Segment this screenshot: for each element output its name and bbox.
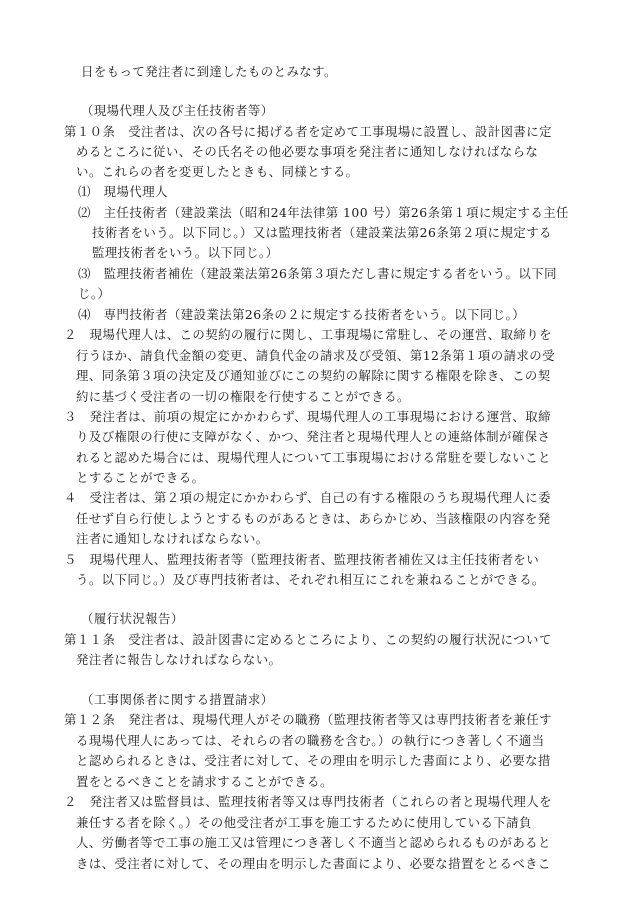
paragraph-first-line: ２ 発注者又は監督員は、監理技術者等又は専門技術者（これらの者と現場代理人を — [64, 794, 552, 809]
text-line: 兼任する者を除く。）その他受注者が工事を施工するために使用している下請負 — [76, 815, 532, 830]
text-line: 任せず自ら行使しようとするものがあるときは、あらかじめ、当該権限の内容を発 — [76, 511, 551, 526]
list-item: ⑴ 現場代理人 — [78, 184, 168, 199]
text-line: 技術者をいう。以下同じ。）又は監理技術者（建設業法第26条第２項に規定する — [92, 225, 552, 240]
text-line: る現場代理人にあっては、それらの者の職務を含む。）の執行につき著しく不適当 — [76, 733, 545, 748]
text-line: う。以下同じ。）及び専門技術者は、それぞれ相互にこれを兼ねることができる。 — [76, 572, 545, 587]
article-first-line: 第１２条 発注者は、現場代理人がその職務（監理技術者等又は専門技術者を兼任す — [64, 712, 552, 727]
text-line: れると認めた場合には、現場代理人について工事現場における常駐を要しないこと — [76, 450, 551, 465]
text-line: り及び権限の行使に支障がなく、かつ、発注者と現場代理人との連絡体制が確保さ — [76, 429, 551, 444]
paragraph-first-line: ４ 受注者は、第２項の規定にかかわらず、自己の有する権限のうち現場代理人に委 — [64, 490, 551, 505]
section-heading: （履行状況報告） — [81, 611, 184, 626]
text-line: 理、同条第３項の決定及び通知並びにこの契約の解除に関する権限を除き、この契 — [76, 368, 551, 383]
text-line: い。これらの者を変更したときも、同様とする。 — [76, 164, 359, 179]
text-line: 置をとるべきことを請求することができる。 — [76, 774, 333, 789]
section-heading: （工事関係者に関する措置請求） — [81, 692, 274, 707]
text-line: めるところに従い、その氏名その他必要な事項を発注者に通知しなければならな — [76, 144, 539, 159]
text-line: 約に基づく受注者の一切の権限を行使することができる。 — [76, 389, 410, 404]
article-first-line: 第１１条 受注者は、設計図書に定めるところにより、この契約の履行状況について — [64, 632, 552, 647]
text-line: 注者に通知しなければならない。 — [76, 531, 269, 546]
text-line: 日をもって発注者に到達したものとみなす。 — [81, 64, 337, 79]
text-line: きは、受注者に対して、その理由を明示した書面により、必要な措置をとるべきこ — [76, 856, 551, 871]
text-line: じ。） — [78, 286, 111, 301]
text-line: 行うほか、請負代金額の変更、請負代金の請求及び受領、第12条第１項の請求の受 — [76, 348, 555, 363]
list-item: ⑶ 監理技術者補佐（建設業法第26条第３項ただし書に規定する者をいう。以下同 — [78, 266, 557, 281]
paragraph-first-line: ５ 現場代理人、監理技術者等（監理技術者、監理技術者補佐又は主任技術者をい — [64, 552, 540, 567]
list-item: ⑵ 主任技術者（建設業法（昭和24年法律第 100 号）第26条第１項に規定する主任 — [78, 205, 569, 220]
section-heading: （現場代理人及び主任技術者等） — [81, 103, 274, 118]
text-line: 人、労働者等で工事の施工又は管理につき著しく不適当と認められるものがあると — [76, 835, 551, 850]
text-line: 発注者に報告しなければならない。 — [76, 652, 282, 667]
text-line: とすることができる。 — [76, 470, 205, 485]
paragraph-first-line: ２ 現場代理人は、この契約の履行に関し、工事現場に常駐し、その運営、取締りを — [64, 327, 552, 342]
article-first-line: 第１０条 受注者は、次の各号に掲げる者を定めて工事現場に設置し、設計図書に定 — [64, 124, 552, 139]
paragraph-first-line: ３ 発注者は、前項の規定にかかわらず、現場代理人の工事現場における運営、取締 — [64, 409, 551, 424]
text-line: 監理技術者をいう。以下同じ。） — [92, 245, 279, 260]
list-item: ⑷ 専門技術者（建設業法第26条の２に規定する技術者をいう。以下同じ。） — [78, 307, 526, 322]
text-line: と認められるときは、受注者に対して、その理由を明示した書面により、必要な措 — [76, 753, 551, 768]
